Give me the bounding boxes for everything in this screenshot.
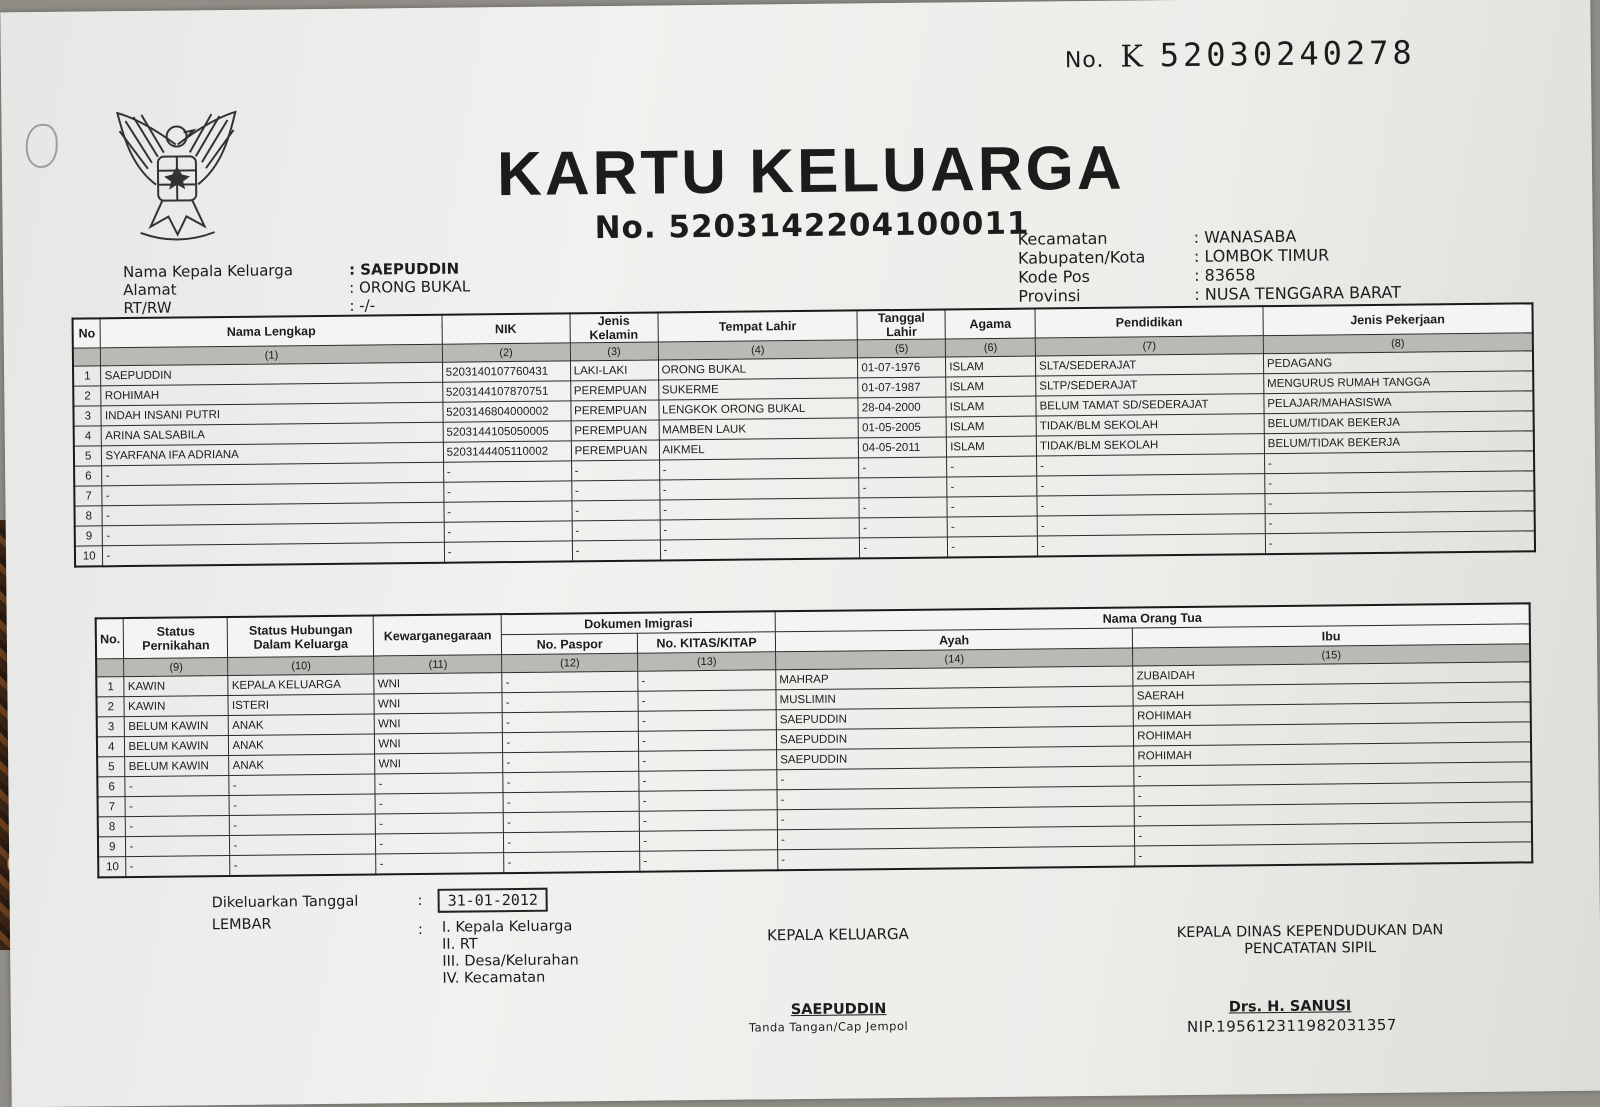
table-cell: 28-04-2000: [858, 397, 946, 418]
table-cell: -: [376, 813, 504, 834]
col-header: No.: [96, 618, 124, 659]
table-cell: PEREMPUAN: [571, 420, 659, 441]
info-row: [123, 277, 471, 299]
table-cell: ROHIMAH: [101, 382, 442, 406]
info-label: Kecamatan: [1017, 228, 1108, 249]
table-cell: SYARFANA IFA ADRIANA: [102, 442, 443, 466]
table-cell: PEREMPUAN: [571, 440, 659, 461]
table-cell: 5: [97, 757, 125, 777]
col-header: NIK: [442, 313, 570, 344]
table-cell: 10: [75, 546, 103, 567]
table-cell: 6: [97, 777, 125, 797]
document-title: KARTU KELUARGA: [496, 133, 1125, 210]
serial-prefix: No.: [1064, 47, 1105, 74]
info-value: : -/-: [349, 296, 376, 315]
col-header: Kewarganegaraan: [374, 614, 502, 656]
table-cell: 5203144105050005: [443, 421, 571, 442]
table-cell: -: [102, 482, 443, 506]
column-number: (8): [1263, 333, 1533, 354]
info-row: [1018, 283, 1401, 306]
serial-number: [1065, 34, 1416, 76]
table-cell: ISLAM: [946, 416, 1036, 437]
column-number: (15): [1133, 644, 1530, 666]
table-cell: INDAH INSANI PUTRI: [101, 402, 442, 426]
sheet-item: III. Desa/Kelurahan: [442, 952, 579, 970]
column-number: (6): [946, 338, 1036, 357]
info-value: : LOMBOK TIMUR: [1193, 245, 1330, 266]
table-cell: ISLAM: [947, 436, 1037, 457]
serial-letter: K: [1120, 39, 1144, 75]
table-cell: 5203144405110002: [443, 441, 571, 462]
table-cell: ROHIMAH: [1134, 722, 1531, 746]
table-cell: 01-07-1987: [858, 377, 946, 398]
table-cell: -: [1037, 534, 1265, 557]
serial-value: 52030240278: [1159, 33, 1416, 75]
table-cell: -: [947, 496, 1037, 517]
table-cell: -: [126, 835, 230, 856]
table-cell: -: [504, 811, 640, 832]
table-cell: MENGURUS RUMAH TANGGA: [1264, 371, 1534, 394]
table-cell: AIKMEL: [659, 438, 859, 460]
table-cell: ZUBAIDAH: [1133, 662, 1530, 686]
info-label: Kabupaten/Kota: [1017, 247, 1146, 268]
table-cell: -: [859, 497, 947, 518]
table-cell: 2: [96, 697, 124, 717]
column-number: (10): [228, 656, 374, 676]
table-cell: -: [103, 542, 444, 566]
table-cell: ORONG BUKAL: [658, 358, 858, 380]
col-header: No: [73, 318, 101, 348]
table-cell: -: [1135, 842, 1532, 867]
official-name: Drs. H. SANUSI: [1228, 998, 1352, 1016]
col-header: Nama Lengkap: [101, 315, 442, 348]
table-cell: -: [778, 846, 1135, 870]
column-number: (9): [124, 658, 228, 677]
table-cell: TIDAK/BLM SEKOLAH: [1036, 414, 1264, 436]
table-cell: -: [639, 770, 777, 791]
table-cell: -: [444, 501, 572, 522]
info-label: Alamat: [123, 280, 177, 300]
col-header: No. Paspor: [502, 633, 638, 654]
info-label: Provinsi: [1018, 286, 1081, 306]
table-cell: MAMBEN LAUK: [659, 418, 859, 440]
table-cell: -: [126, 815, 230, 836]
table-cell: MAHRAP: [776, 666, 1133, 690]
column-number: (3): [570, 342, 658, 361]
table-cell: ISLAM: [946, 356, 1036, 377]
table-cell: LAKI-LAKI: [570, 360, 658, 381]
table-cell: -: [1134, 802, 1531, 826]
table-cell: 1: [73, 366, 101, 386]
table-cell: PEREMPUAN: [570, 380, 658, 401]
table-cell: BELUM/TIDAK BEKERJA: [1264, 431, 1534, 454]
table-cell: 10: [98, 857, 126, 878]
table-cell: -: [1037, 474, 1265, 496]
issued-date-label: Dikeluarkan Tanggal: [211, 893, 359, 912]
table-cell: -: [126, 855, 230, 877]
table-cell: -: [639, 810, 777, 831]
column-number: (1): [101, 344, 442, 366]
table-cell: 3: [97, 717, 125, 737]
table-cell: -: [1265, 511, 1535, 534]
table-cell: -: [1264, 451, 1534, 474]
table-cell: ANAK: [229, 714, 375, 736]
table-cell: -: [659, 458, 859, 480]
table-cell: -: [126, 795, 230, 816]
table-cell: -: [503, 731, 639, 752]
table-cell: -: [777, 826, 1134, 850]
table-cell: SAEPUDDIN: [101, 362, 442, 386]
sheet-list: [442, 918, 579, 987]
info-label: RT/RW: [123, 298, 172, 318]
table-cell: -: [1265, 491, 1535, 514]
table-cell: -: [1265, 471, 1535, 494]
head-of-family-signature-name: SAEPUDDIN: [790, 1001, 887, 1019]
column-number: (4): [658, 340, 858, 360]
table-cell: -: [638, 690, 776, 711]
table-cell: -: [502, 671, 638, 692]
official-title: KEPALA DINAS KEPENDUDUKAN DAN PENCATATAN SIPIL: [1176, 922, 1444, 958]
table-cell: ROHIMAH: [1134, 742, 1531, 766]
colon: :: [417, 921, 423, 939]
table-cell: 1: [96, 677, 124, 697]
table-cell: PEDAGANG: [1263, 351, 1533, 374]
table-cell: -: [947, 456, 1037, 477]
table-cell: -: [376, 853, 504, 875]
table-cell: ISTERI: [228, 694, 374, 716]
table-cell: -: [504, 851, 640, 873]
table-cell: -: [230, 834, 376, 856]
table-cell: -: [229, 794, 375, 816]
table-cell: -: [659, 498, 859, 520]
sheet-item: IV. Kecamatan: [442, 969, 546, 987]
table-cell: -: [504, 831, 640, 852]
ink-blot: [25, 124, 57, 168]
signature-note: Tanda Tangan/Cap Jempol: [748, 1018, 909, 1035]
table-cell: SAERAH: [1133, 682, 1530, 706]
column-number: (12): [502, 653, 638, 672]
table-cell: BELUM KAWIN: [125, 756, 229, 777]
family-card-number: No. 5203142204100011: [594, 205, 1030, 247]
info-value: : NUSA TENGGARA BARAT: [1194, 282, 1402, 304]
info-value: : 83658: [1194, 265, 1256, 285]
table-cell: -: [502, 691, 638, 712]
table-cell: -: [777, 766, 1134, 790]
info-value: : SAEPUDDIN: [348, 259, 460, 279]
table-cell: SAEPUDDIN: [776, 726, 1133, 750]
table-cell: -: [859, 457, 947, 478]
table-cell: -: [102, 502, 443, 526]
table-cell: 5203140107760431: [442, 361, 570, 382]
table-cell: -: [375, 773, 503, 794]
table-cell: -: [571, 480, 659, 501]
col-header: Ibu: [1133, 624, 1530, 648]
table-cell: BELUM KAWIN: [125, 716, 229, 737]
table-cell: WNI: [375, 733, 503, 754]
col-header: Dokumen Imigrasi: [501, 611, 775, 634]
info-value: : WANASABA: [1193, 226, 1297, 247]
table-cell: 5203146804000002: [443, 401, 571, 422]
table-cell: KAWIN: [124, 696, 228, 717]
table-cell: -: [639, 750, 777, 771]
info-label: Kode Pos: [1018, 266, 1091, 287]
column-number: (11): [374, 655, 502, 674]
table-cell: ROHIMAH: [1133, 702, 1530, 726]
family-status-table: [95, 602, 1534, 878]
table-cell: -: [777, 786, 1134, 810]
col-header: Jenis Kelamin: [570, 312, 658, 342]
table-cell: ISLAM: [946, 396, 1036, 417]
table-cell: -: [230, 854, 376, 876]
table-cell: -: [660, 538, 860, 561]
table-cell: -: [1037, 454, 1265, 476]
info-value: : ORONG BUKAL: [349, 277, 471, 297]
table-cell: -: [859, 517, 947, 538]
info-label: Nama Kepala Keluarga: [122, 261, 294, 282]
issued-date: 31-01-2012: [438, 888, 549, 913]
table-cell: 01-07-1976: [858, 357, 946, 378]
column-number: [73, 348, 101, 366]
column-number: (2): [442, 343, 570, 362]
table-cell: 5: [74, 446, 102, 466]
table-cell: -: [444, 541, 572, 563]
table-cell: 9: [75, 526, 103, 546]
table-cell: -: [443, 461, 571, 482]
table-cell: 4: [97, 737, 125, 757]
table-cell: 04-05-2011: [859, 437, 947, 458]
table-cell: -: [638, 670, 776, 691]
garuda-emblem-icon: [111, 106, 242, 247]
table-cell: KAWIN: [124, 676, 228, 697]
table-cell: SAEPUDDIN: [777, 746, 1134, 770]
table-cell: -: [640, 850, 778, 872]
table-cell: -: [375, 793, 503, 814]
table-cell: -: [639, 790, 777, 811]
table-cell: -: [1134, 762, 1531, 786]
table-cell: -: [860, 537, 948, 558]
table-cell: -: [1037, 514, 1265, 536]
col-header: Status Hubungan Dalam Keluarga: [228, 615, 374, 657]
table-cell: WNI: [375, 753, 503, 774]
table-cell: -: [1134, 782, 1531, 806]
colon: :: [417, 892, 423, 910]
column-number: (13): [638, 652, 776, 671]
table-cell: 01-05-2005: [858, 417, 946, 438]
table-cell: -: [572, 520, 660, 541]
table-cell: -: [639, 730, 777, 751]
table-cell: -: [1135, 822, 1532, 846]
col-header: Tempat Lahir: [658, 310, 858, 342]
table-cell: -: [230, 814, 376, 836]
table-cell: -: [572, 540, 660, 561]
col-header: Jenis Pekerjaan: [1263, 303, 1533, 335]
column-number: (7): [1035, 336, 1263, 356]
table-cell: ANAK: [229, 754, 375, 776]
col-header: Ayah: [775, 628, 1132, 652]
table-cell: PELAJAR/MAHASISWA: [1264, 391, 1534, 414]
table-cell: -: [444, 521, 572, 542]
table-cell: -: [103, 522, 444, 546]
table-cell: -: [503, 771, 639, 792]
table-cell: SLTA/SEDERAJAT: [1036, 354, 1264, 376]
table-cell: SUKERME: [658, 378, 858, 400]
table-cell: 4: [74, 426, 102, 446]
table-cell: WNI: [375, 713, 503, 734]
table-cell: ANAK: [229, 734, 375, 756]
table-cell: KEPALA KELUARGA: [228, 674, 374, 696]
family-members-table: [72, 302, 1537, 567]
table-cell: 3: [73, 406, 101, 426]
column-number: [96, 659, 124, 677]
sheet-label: LEMBAR: [211, 916, 272, 934]
table-cell: LENGKOK ORONG BUKAL: [658, 398, 858, 420]
table-cell: -: [502, 711, 638, 732]
table-cell: -: [659, 478, 859, 500]
col-header: Status Pernikahan: [124, 617, 228, 659]
sheet-item: II. RT: [442, 936, 478, 953]
table-cell: MUSLIMIN: [776, 686, 1133, 710]
table-cell: 8: [74, 506, 102, 526]
table-cell: 2: [73, 386, 101, 406]
table-cell: -: [572, 500, 660, 521]
table-cell: -: [102, 462, 443, 486]
table-cell: ISLAM: [946, 376, 1036, 397]
table-cell: BELUM/TIDAK BEKERJA: [1264, 411, 1534, 434]
table-cell: -: [1037, 494, 1265, 516]
table-cell: ARINA SALSABILA: [102, 422, 443, 446]
region-info: [1018, 226, 1401, 306]
table-cell: 9: [98, 837, 126, 857]
table-cell: -: [571, 460, 659, 481]
table-cell: -: [640, 830, 778, 851]
table-cell: 5203144107870751: [442, 381, 570, 402]
column-number: (14): [776, 648, 1133, 670]
table-cell: -: [1265, 531, 1535, 554]
table-cell: -: [503, 751, 639, 772]
table-cell: -: [125, 775, 229, 796]
table-cell: BELUM TAMAT SD/SEDERAJAT: [1036, 394, 1264, 416]
table-cell: -: [947, 516, 1037, 537]
head-of-family-signature-title: KEPALA KELUARGA: [766, 924, 909, 945]
table-cell: -: [503, 791, 639, 812]
table-cell: WNI: [374, 693, 502, 714]
col-header: No. KITAS/KITAP: [637, 632, 775, 653]
table-cell: 6: [74, 466, 102, 486]
col-header: Pendidikan: [1035, 306, 1263, 338]
table-cell: -: [948, 536, 1038, 557]
table-cell: 7: [74, 486, 102, 506]
col-header: Nama Orang Tua: [775, 603, 1530, 631]
col-header: Agama: [945, 309, 1035, 339]
sheet-item: I. Kepala Keluarga: [441, 918, 573, 936]
table-cell: -: [859, 477, 947, 498]
table-cell: BELUM KAWIN: [125, 736, 229, 757]
official-nip: NIP.195612311982031357: [1186, 1015, 1397, 1036]
table-cell: PEREMPUAN: [571, 400, 659, 421]
table-cell: SAEPUDDIN: [776, 706, 1133, 730]
table-cell: TIDAK/BLM SEKOLAH: [1036, 434, 1264, 456]
col-header: Tanggal Lahir: [857, 309, 945, 339]
column-number: (5): [858, 339, 946, 358]
table-cell: -: [376, 833, 504, 854]
table-cell: -: [660, 518, 860, 540]
table-cell: -: [947, 476, 1037, 497]
table-cell: SLTP/SEDERAJAT: [1036, 374, 1264, 396]
table-cell: 8: [98, 817, 126, 837]
table-cell: -: [443, 481, 571, 502]
table-cell: -: [777, 806, 1134, 830]
table-cell: 7: [98, 797, 126, 817]
table-cell: -: [229, 774, 375, 796]
table-cell: -: [638, 710, 776, 731]
table-cell: WNI: [374, 673, 502, 694]
